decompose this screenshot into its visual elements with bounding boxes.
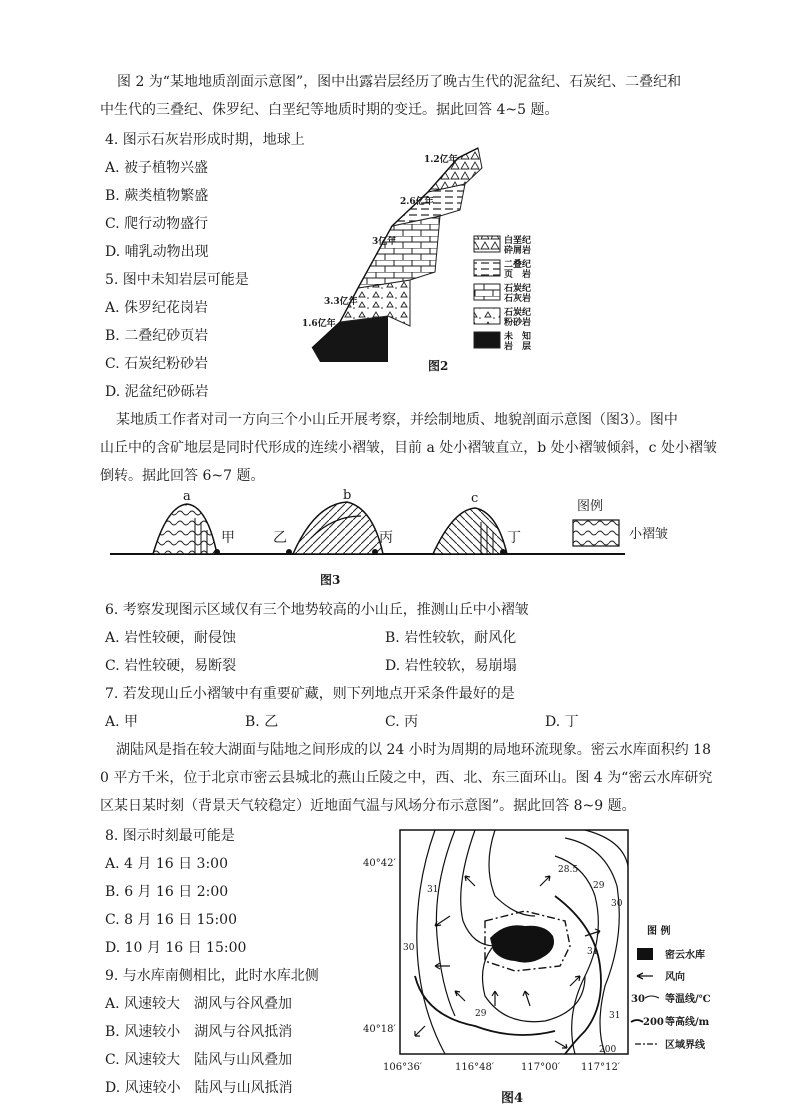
legend-unknown-l1: 未 知: [504, 332, 532, 342]
point-yi-marker: [286, 549, 292, 555]
legend-swatch-limestone: [474, 284, 500, 300]
legend-shale-l1: 二叠纪: [504, 260, 532, 270]
legend-isotherm-swatch: [645, 996, 659, 998]
q4-option-d[interactable]: D. 哺乳动物出现: [105, 244, 209, 260]
fold-legend-swatch: [573, 520, 619, 546]
lat-bottom-label: 40°18′: [363, 1024, 396, 1035]
q4-stem: 4. 图示石灰岩形成时期，地球上: [105, 132, 305, 148]
lat-top-label: 40°42′: [363, 858, 396, 869]
point-yi-label: 乙: [273, 530, 287, 546]
fig4-caption: 图4: [501, 1091, 524, 1106]
legend-clastic-l2: 砕屑岩: [504, 246, 532, 256]
point-jia-marker: [214, 549, 220, 555]
legend-siltstone-l2: 粉砂岩: [504, 318, 532, 328]
point-jia-label: 甲: [221, 530, 235, 546]
legend-swatch-shale: [474, 260, 500, 276]
point-ding-marker: [500, 549, 506, 555]
fig3-caption: 图3: [320, 573, 341, 587]
intro-fig4-line1: 湖陆风是指在较大湖面与陆地之间形成的以 24 小时为周期的局地环流现象。密云水库面积约 18: [116, 742, 711, 758]
fig4-legend-title: 图 例: [647, 926, 671, 937]
q9-option-b[interactable]: B. 风速较小 湖风与谷风抵消: [105, 1024, 293, 1040]
q9-option-d[interactable]: D. 风速较小 陆风与山风抵消: [105, 1080, 293, 1096]
legend-isotherm-label: 等温线/℃: [665, 994, 711, 1005]
age-label-5: 1.6亿年: [302, 319, 336, 329]
q6-option-d[interactable]: D. 岩性较软，易崩塌: [385, 658, 517, 674]
figure-2-geologic-section: [300, 140, 550, 375]
legend-limestone-l2: 石灰岩: [504, 294, 532, 304]
legend-contour-label: 等高线/m: [665, 1017, 710, 1028]
q5-stem: 5. 图中未知岩层可能是: [105, 272, 249, 288]
q7-option-b[interactable]: B. 乙: [245, 714, 279, 730]
q7-option-d[interactable]: D. 丁: [545, 714, 579, 730]
legend-clastic-l1: 白垩纪: [504, 236, 532, 246]
intro-fig4-line3: 区某日某时刻（背景天气较稳定）近地面气温与风场分布示意图”。据此回答 8~9 题。: [100, 798, 636, 814]
figure-3-fold-profile: [105, 488, 685, 590]
isotherm-label-30b: 30: [403, 943, 415, 953]
legend-swatch-siltstone: [474, 308, 500, 324]
legend-reservoir-label: 密云水库: [665, 950, 705, 961]
q7-option-a[interactable]: A. 甲: [105, 714, 139, 730]
point-ding-label: 丁: [507, 530, 521, 546]
isotherm-label-30a: 30: [611, 899, 623, 909]
hill-a: [153, 504, 217, 554]
q8-option-b[interactable]: B. 6 月 16 日 2:00: [105, 884, 229, 900]
isotherm-label-31a: 31: [427, 885, 439, 895]
hill-a-label: a: [183, 489, 191, 504]
stratum-limestone: [358, 216, 440, 288]
fig2-legend: [474, 234, 531, 352]
q6-option-c[interactable]: C. 岩性较硬，易断裂: [105, 658, 237, 674]
q7-stem: 7. 若发现山丘小褶皱中有重要矿藏，则下列地点开采条件最好的是: [105, 686, 515, 702]
age-label-3: 3亿年: [372, 237, 397, 247]
isotherm-label-28-5: 28.5: [558, 865, 579, 875]
q7-option-c[interactable]: C. 丙: [385, 714, 419, 730]
legend-wind-label: 风向: [665, 972, 685, 983]
isotherm-label-29b: 29: [475, 1009, 487, 1019]
q6-stem: 6. 考察发现图示区域仅有三个地势较高的小山丘，推测山丘中小褶皱: [105, 602, 529, 618]
lon-label-4: 117°12′: [581, 1062, 621, 1073]
q4-option-a[interactable]: A. 被子植物兴盛: [105, 160, 209, 176]
q9-option-a[interactable]: A. 风速较大 湖风与谷风叠加: [105, 996, 293, 1012]
intro-fig4-line2: 0 平方千米，位于北京市密云县城北的燕山丘陵之中，西、北、东三面环山。图 4 为“密云水库研究: [100, 770, 713, 786]
q6-option-b[interactable]: B. 岩性较软，耐风化: [385, 630, 517, 646]
legend-contour-num: 200: [643, 1017, 664, 1028]
q8-stem: 8. 图示时刻最可能是: [105, 828, 235, 844]
legend-swatch-clastic: [474, 236, 500, 252]
figure-4-temperature-wind-map: [355, 826, 750, 1111]
legend-unknown-l2: 岩 层: [504, 342, 532, 352]
hill-b: [293, 502, 383, 554]
legend-wind-arrow-icon: [637, 973, 653, 979]
point-bing-marker: [372, 549, 378, 555]
legend-siltstone-l1: 石炭纪: [504, 308, 532, 318]
q9-option-c[interactable]: C. 风速较大 陆风与山风叠加: [105, 1052, 293, 1068]
q4-option-b[interactable]: B. 蕨类植物繁盛: [105, 188, 209, 204]
fig3-legend-label: 小褶皱: [629, 527, 669, 542]
legend-boundary-label: 区域界线: [665, 1040, 705, 1051]
contour-label-200: 200: [599, 1045, 617, 1055]
age-label-1: 1.2亿年: [424, 155, 458, 165]
legend-isotherm-num: 30: [631, 994, 645, 1005]
lon-label-2: 116°48′: [455, 1062, 495, 1073]
isotherm-label-31b: 31: [587, 947, 599, 957]
q5-option-a[interactable]: A. 侏罗纪花岗岩: [105, 300, 209, 316]
hill-c: [433, 508, 507, 554]
legend-contour-swatch: [631, 1020, 643, 1022]
intro-fig3-line1: 某地质工作者对司一方向三个小山丘开展考察，并绘制地质、地貌剖面示意图（图3）。图中: [116, 412, 678, 428]
q9-stem: 9. 与水库南侧相比，此时水库北侧: [105, 968, 319, 984]
q8-option-d[interactable]: D. 10 月 16 日 15:00: [105, 940, 247, 956]
q5-option-b[interactable]: B. 二叠纪砂页岩: [105, 328, 209, 344]
q6-option-a[interactable]: A. 岩性较硬，耐侵蚀: [105, 630, 237, 646]
lon-label-3: 117°00′: [521, 1062, 561, 1073]
isotherm-label-31c: 31: [609, 1011, 621, 1021]
q4-option-c[interactable]: C. 爬行动物盛行: [105, 216, 209, 232]
q5-option-c[interactable]: C. 石炭纪粉砂岩: [105, 356, 209, 372]
age-label-4: 3.3亿年: [324, 297, 358, 307]
q5-option-d[interactable]: D. 泥盆纪砂砾岩: [105, 384, 209, 400]
intro-fig3-line3: 倒转。据此回答 6~7 题。: [100, 468, 265, 484]
point-bing-label: 丙: [379, 530, 393, 546]
hill-b-label: b: [343, 488, 352, 503]
legend-limestone-l1: 石炭纪: [504, 284, 532, 294]
fig2-caption: 图2: [428, 359, 449, 373]
fig3-legend-title: 图例: [577, 499, 604, 514]
q8-option-c[interactable]: C. 8 月 16 日 15:00: [105, 912, 237, 928]
fig4-legend: [631, 924, 711, 1051]
hill-c-label: c: [471, 491, 479, 506]
legend-reservoir-swatch: [637, 948, 653, 960]
q8-option-a[interactable]: A. 4 月 16 日 3:00: [105, 856, 228, 872]
legend-swatch-unknown: [474, 332, 500, 348]
intro-fig3-line2: 山丘中的含矿地层是同时代形成的连续小褶皱，目前 a 处小褶皱直立，b 处小褶皱倾斜，c 处小褶皱: [100, 440, 717, 456]
legend-shale-l2: 页 岩: [504, 270, 532, 280]
intro-fig2-line2: 中生代的三叠纪、侏罗纪、白垩纪等地质时期的变迁。据此回答 4~5 题。: [100, 102, 559, 118]
intro-fig2-line1: 图 2 为“某地地质剖面示意图”，图中出露岩层经历了晚古生代的泥盆纪、石炭纪、二叠纪和: [117, 74, 682, 90]
lon-label-1: 106°36′: [383, 1062, 423, 1073]
isotherm-label-29a: 29: [593, 881, 605, 891]
age-label-2: 2.6亿年: [400, 197, 434, 207]
